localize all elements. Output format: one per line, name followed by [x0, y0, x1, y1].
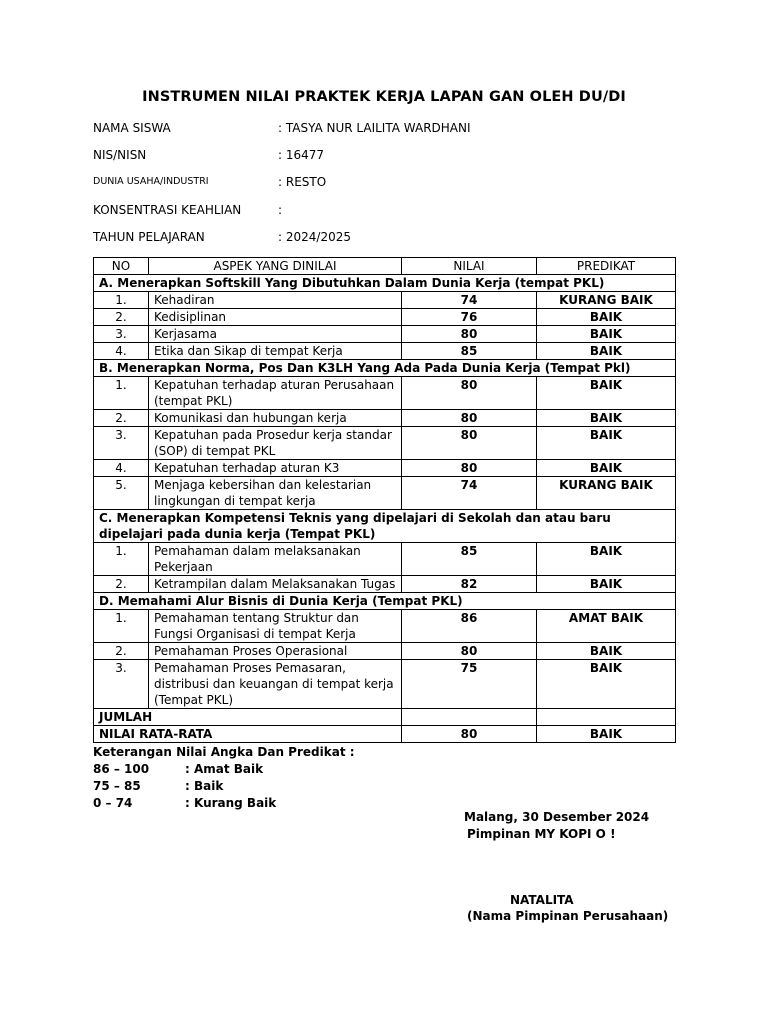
row-grade: BAIK [537, 576, 676, 593]
legend-label: : Kurang Baik [185, 796, 277, 810]
row-score: 80 [402, 410, 537, 427]
average-grade: BAIK [537, 726, 676, 743]
row-aspect: Pemahaman dalam melaksanakan Pekerjaan [149, 543, 402, 576]
table-row [94, 543, 676, 576]
table-row [94, 292, 676, 309]
row-number: 3. [94, 326, 149, 343]
signature-place-date: Malang, 30 Desember 2024 [464, 810, 650, 824]
row-aspect: Kerjasama [149, 326, 402, 343]
row-number: 2. [94, 410, 149, 427]
row-number: 3. [94, 427, 149, 460]
column-header: NILAI [402, 258, 537, 275]
table-row [94, 460, 676, 477]
info-label: NIS/NISN [93, 148, 147, 162]
row-number: 3. [94, 660, 149, 709]
legend-label: : Baik [185, 779, 224, 793]
row-number: 2. [94, 309, 149, 326]
table-row [94, 309, 676, 326]
average-score: 80 [402, 726, 537, 743]
column-header: ASPEK YANG DINILAI [149, 258, 402, 275]
row-grade: BAIK [537, 643, 676, 660]
total-row [94, 709, 676, 726]
page-title: INSTRUMEN NILAI PRAKTEK KERJA LAPAN GAN OLEH DU/DI [142, 89, 626, 105]
info-value: : TASYA NUR LAILITA WARDHANI [278, 121, 471, 135]
signature-caption: (Nama Pimpinan Perusahaan) [467, 909, 669, 923]
row-grade: BAIK [537, 427, 676, 460]
grade-table [93, 257, 676, 743]
table-row [94, 326, 676, 343]
row-score: 86 [402, 610, 537, 643]
signature-position: Pimpinan MY KOPI O ! [467, 827, 616, 841]
section-row [94, 510, 676, 543]
total-grade [537, 709, 676, 726]
row-aspect: Kepatuhan pada Prosedur kerja standar (SOP) di tempat PKL [149, 427, 402, 460]
info-value: : RESTO [278, 175, 327, 189]
row-score: 85 [402, 343, 537, 360]
table-header-row [94, 258, 676, 275]
row-number: 1. [94, 543, 149, 576]
row-score: 80 [402, 643, 537, 660]
table-row [94, 610, 676, 643]
info-value: : 2024/2025 [278, 230, 351, 244]
info-label: TAHUN PELAJARAN [93, 230, 205, 244]
legend-title: Keterangan Nilai Angka Dan Predikat : [93, 745, 355, 759]
grade-legend [93, 744, 355, 812]
row-aspect: Kepatuhan terhadap aturan Perusahaan (tempat PKL) [149, 377, 402, 410]
row-number: 1. [94, 292, 149, 309]
row-score: 80 [402, 326, 537, 343]
row-grade: BAIK [537, 543, 676, 576]
section-row [94, 593, 676, 610]
row-score: 74 [402, 477, 537, 510]
row-score: 80 [402, 377, 537, 410]
row-number: 4. [94, 460, 149, 477]
table-row [94, 377, 676, 410]
row-number: 4. [94, 343, 149, 360]
row-score: 80 [402, 460, 537, 477]
legend-item [93, 778, 355, 795]
row-number: 1. [94, 610, 149, 643]
row-aspect: Pemahaman Proses Operasional [149, 643, 402, 660]
row-aspect: Ketrampilan dalam Melaksanakan Tugas [149, 576, 402, 593]
table-row [94, 660, 676, 709]
section-title: A. Menerapkan Softskill Yang Dibutuhkan Dalam Dunia Kerja (tempat PKL) [94, 275, 676, 292]
row-aspect: Pemahaman tentang Struktur dan Fungsi Organisasi di tempat Kerja [149, 610, 402, 643]
row-score: 75 [402, 660, 537, 709]
row-grade: BAIK [537, 309, 676, 326]
section-title: C. Menerapkan Kompetensi Teknis yang dipelajari di Sekolah dan atau baru dipelajari pada dunia kerja (Tempat PKL) [94, 510, 676, 543]
average-row [94, 726, 676, 743]
signature-name: NATALITA [510, 893, 574, 907]
info-value: : [278, 203, 283, 217]
row-score: 82 [402, 576, 537, 593]
info-label: KONSENTRASI KEAHLIAN [93, 203, 242, 217]
row-aspect: Etika dan Sikap di tempat Kerja [149, 343, 402, 360]
row-grade: KURANG BAIK [537, 292, 676, 309]
row-score: 80 [402, 427, 537, 460]
table-row [94, 477, 676, 510]
info-label: NAMA SISWA [93, 121, 171, 135]
row-aspect: Kedisiplinan [149, 309, 402, 326]
legend-range: 75 – 85 [93, 779, 141, 793]
row-grade: AMAT BAIK [537, 610, 676, 643]
info-label: DUNIA USAHA/INDUSTRI [93, 176, 209, 187]
average-label: NILAI RATA-RATA [94, 726, 402, 743]
table-row [94, 343, 676, 360]
section-row [94, 360, 676, 377]
row-score: 76 [402, 309, 537, 326]
row-grade: BAIK [537, 326, 676, 343]
legend-label: : Amat Baik [185, 762, 264, 776]
legend-range: 86 – 100 [93, 762, 150, 776]
row-grade: BAIK [537, 343, 676, 360]
row-grade: BAIK [537, 410, 676, 427]
row-number: 5. [94, 477, 149, 510]
column-header: PREDIKAT [537, 258, 676, 275]
info-value: : 16477 [278, 148, 325, 162]
row-aspect: Komunikasi dan hubungan kerja [149, 410, 402, 427]
section-title: B. Menerapkan Norma, Pos Dan K3LH Yang Ada Pada Dunia Kerja (Tempat Pkl) [94, 360, 676, 377]
legend-item [93, 761, 355, 778]
row-grade: BAIK [537, 660, 676, 709]
table-row [94, 576, 676, 593]
table-row [94, 643, 676, 660]
row-aspect: Kehadiran [149, 292, 402, 309]
total-score [402, 709, 537, 726]
section-title: D. Memahami Alur Bisnis di Dunia Kerja (Tempat PKL) [94, 593, 676, 610]
legend-range: 0 – 74 [93, 796, 133, 810]
column-header: NO [94, 258, 149, 275]
table-row [94, 410, 676, 427]
row-aspect: Pemahaman Proses Pemasaran, distribusi dan keuangan di tempat kerja (Tempat PKL) [149, 660, 402, 709]
row-number: 2. [94, 643, 149, 660]
row-grade: BAIK [537, 460, 676, 477]
section-row [94, 275, 676, 292]
total-label: JUMLAH [94, 709, 402, 726]
row-aspect: Menjaga kebersihan dan kelestarian lingkungan di tempat kerja [149, 477, 402, 510]
row-number: 1. [94, 377, 149, 410]
row-aspect: Kepatuhan terhadap aturan K3 [149, 460, 402, 477]
row-grade: BAIK [537, 377, 676, 410]
legend-item [93, 795, 355, 812]
row-score: 85 [402, 543, 537, 576]
row-number: 2. [94, 576, 149, 593]
row-grade: KURANG BAIK [537, 477, 676, 510]
table-row [94, 427, 676, 460]
row-score: 74 [402, 292, 537, 309]
